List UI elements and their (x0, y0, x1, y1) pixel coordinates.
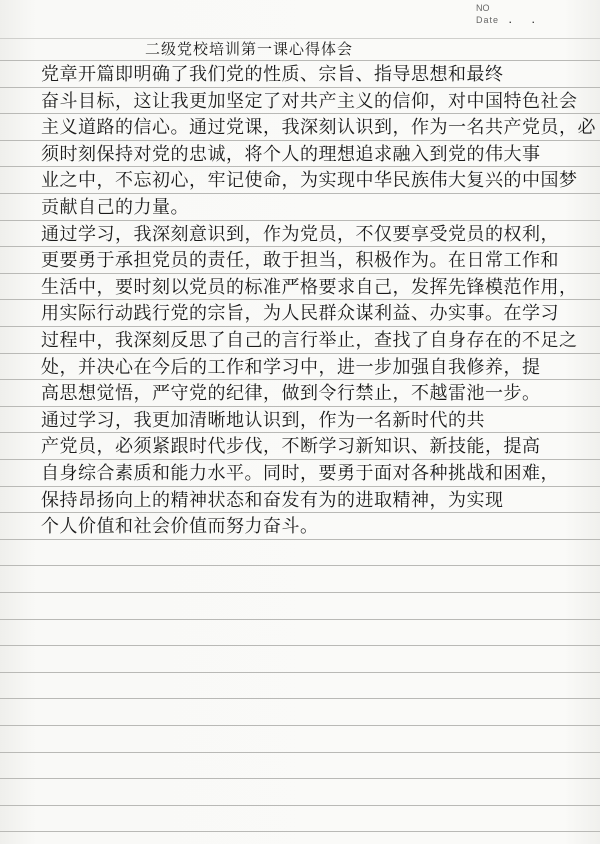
text-line: 处，并决心在今后的工作和学习中，进一步加强自我修养，提 (41, 357, 541, 378)
ruled-line (0, 805, 600, 806)
text-line: 自身综合素质和能力水平。同时，要勇于面对各种挑战和困难， (41, 463, 559, 484)
ruled-line (0, 698, 600, 699)
ruled-line (0, 645, 600, 646)
text-line: 业之中，不忘初心，牢记使命，为实现中华民族伟大复兴的中国梦 (41, 170, 578, 191)
text-line: 生活中，要时刻以党员的标准严格要求自己，发挥先锋模范作用， (41, 277, 578, 298)
date-text: Date (476, 15, 500, 25)
text-line: 保持昂扬向上的精神状态和奋发有为的进取精神，为实现 (41, 490, 504, 511)
ruled-line (0, 831, 600, 832)
ruled-line (0, 778, 600, 779)
page-title: 二级党校培训第一课心得体会 (145, 40, 354, 58)
ruled-line (0, 672, 600, 673)
text-line: 更要勇于承担党员的责任，敢于担当，积极作为。在日常工作和 (41, 250, 559, 271)
text-line: 党章开篇即明确了我们党的性质、宗旨、指导思想和最终 (41, 64, 504, 85)
ruled-line (0, 752, 600, 753)
text-line: 通过学习，我深刻意识到，作为党员，不仅要享受党员的权利， (41, 224, 559, 245)
text-line: 用实际行动践行党的宗旨，为人民群众谋利益、办实事。在学习 (41, 303, 559, 324)
ruled-line (0, 592, 600, 593)
text-line: 贡献自己的力量。 (41, 197, 189, 218)
text-line: 个人价值和社会价值而努力奋斗。 (41, 516, 319, 537)
text-line: 主义道路的信心。通过党课，我深刻认识到，作为一名共产党员，必 (41, 117, 596, 138)
text-line: 须时刻保持对党的忠诚，将个人的理想追求融入到党的伟大事 (41, 144, 541, 165)
no-label: NO (476, 3, 490, 13)
date-dots: . . (509, 15, 544, 25)
ruled-line (0, 565, 600, 566)
ruled-line (0, 619, 600, 620)
ruled-line (0, 60, 600, 61)
text-line: 高思想觉悟，严守党的纪律，做到令行禁止，不越雷池一步。 (41, 383, 541, 404)
page-header-meta (476, 2, 544, 26)
ruled-line (0, 725, 600, 726)
text-line: 通过学习，我更加清晰地认识到，作为一名新时代的共 (41, 410, 485, 431)
text-line: 过程中，我深刻反思了自己的言行举止，查找了自身存在的不足之 (41, 330, 578, 351)
date-label (476, 14, 544, 26)
text-line: 产党员，必须紧跟时代步伐，不断学习新知识、新技能，提高 (41, 436, 541, 457)
text-line: 奋斗目标，这让我更加坚定了对共产主义的信仰，对中国特色社会 (41, 91, 578, 112)
